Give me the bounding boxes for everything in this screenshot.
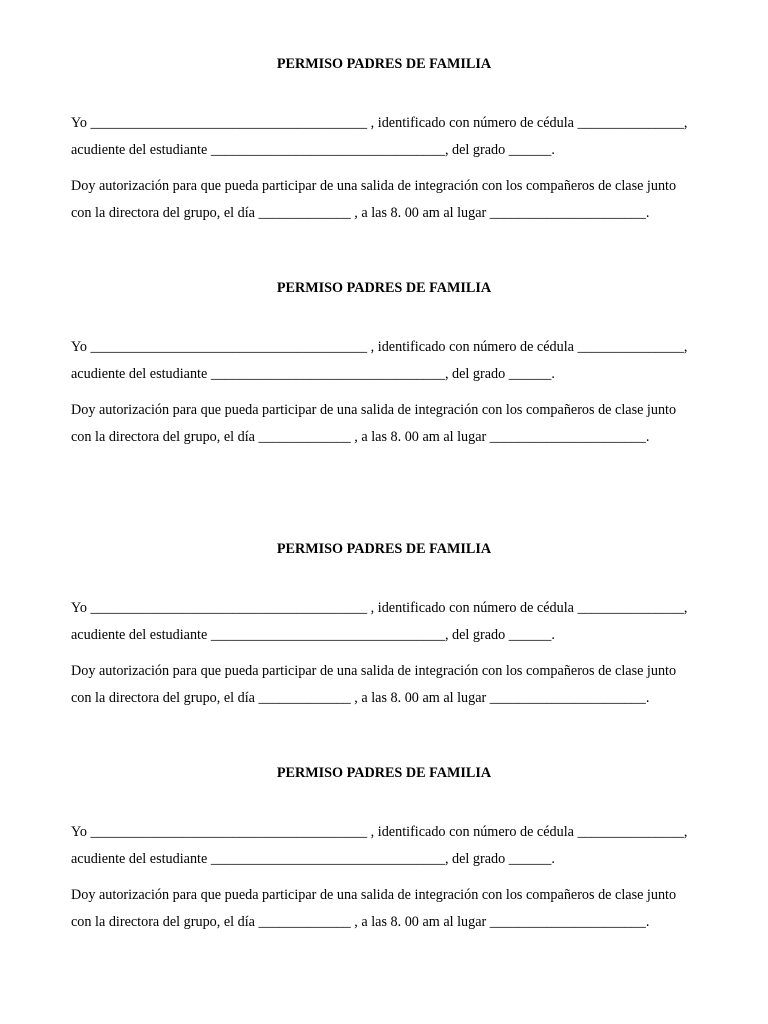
form-line-date-place: con la directora del grupo, el día _____________ , a las 8. 00 am al lugar ______________________. (71, 914, 650, 930)
form-title: PERMISO PADRES DE FAMILIA (276, 280, 492, 296)
form-line-authorization: Doy autorización para que pueda participar de una salida de integración con los compañeros de clase junto (71, 663, 677, 679)
form-line-name-id: Yo _______________________________________ , identificado con número de cédula _______________, (71, 339, 688, 355)
form-line-date-place: con la directora del grupo, el día _____________ , a las 8. 00 am al lugar ______________________. (71, 429, 650, 445)
form-line-date-place: con la directora del grupo, el día _____________ , a las 8. 00 am al lugar ______________________. (71, 205, 650, 221)
form-title: PERMISO PADRES DE FAMILIA (276, 56, 492, 72)
form-line-authorization: Doy autorización para que pueda participar de una salida de integración con los compañeros de clase junto (71, 178, 677, 194)
form-line-guardian: acudiente del estudiante _________________________________, del grado ______. (71, 366, 555, 382)
form-line-name-id: Yo _______________________________________ , identificado con número de cédula _______________, (71, 824, 688, 840)
form-title: PERMISO PADRES DE FAMILIA (276, 541, 492, 557)
form-line-guardian: acudiente del estudiante _________________________________, del grado ______. (71, 627, 555, 643)
form-line-guardian: acudiente del estudiante _________________________________, del grado ______. (71, 851, 555, 867)
form-line-authorization: Doy autorización para que pueda participar de una salida de integración con los compañeros de clase junto (71, 887, 677, 903)
form-line-authorization: Doy autorización para que pueda participar de una salida de integración con los compañeros de clase junto (71, 402, 677, 418)
form-line-name-id: Yo _______________________________________ , identificado con número de cédula _______________, (71, 600, 688, 616)
form-line-name-id: Yo _______________________________________ , identificado con número de cédula _______________, (71, 115, 688, 131)
form-line-date-place: con la directora del grupo, el día _____________ , a las 8. 00 am al lugar ______________________. (71, 690, 650, 706)
form-line-guardian: acudiente del estudiante _________________________________, del grado ______. (71, 142, 555, 158)
form-title: PERMISO PADRES DE FAMILIA (276, 765, 492, 781)
